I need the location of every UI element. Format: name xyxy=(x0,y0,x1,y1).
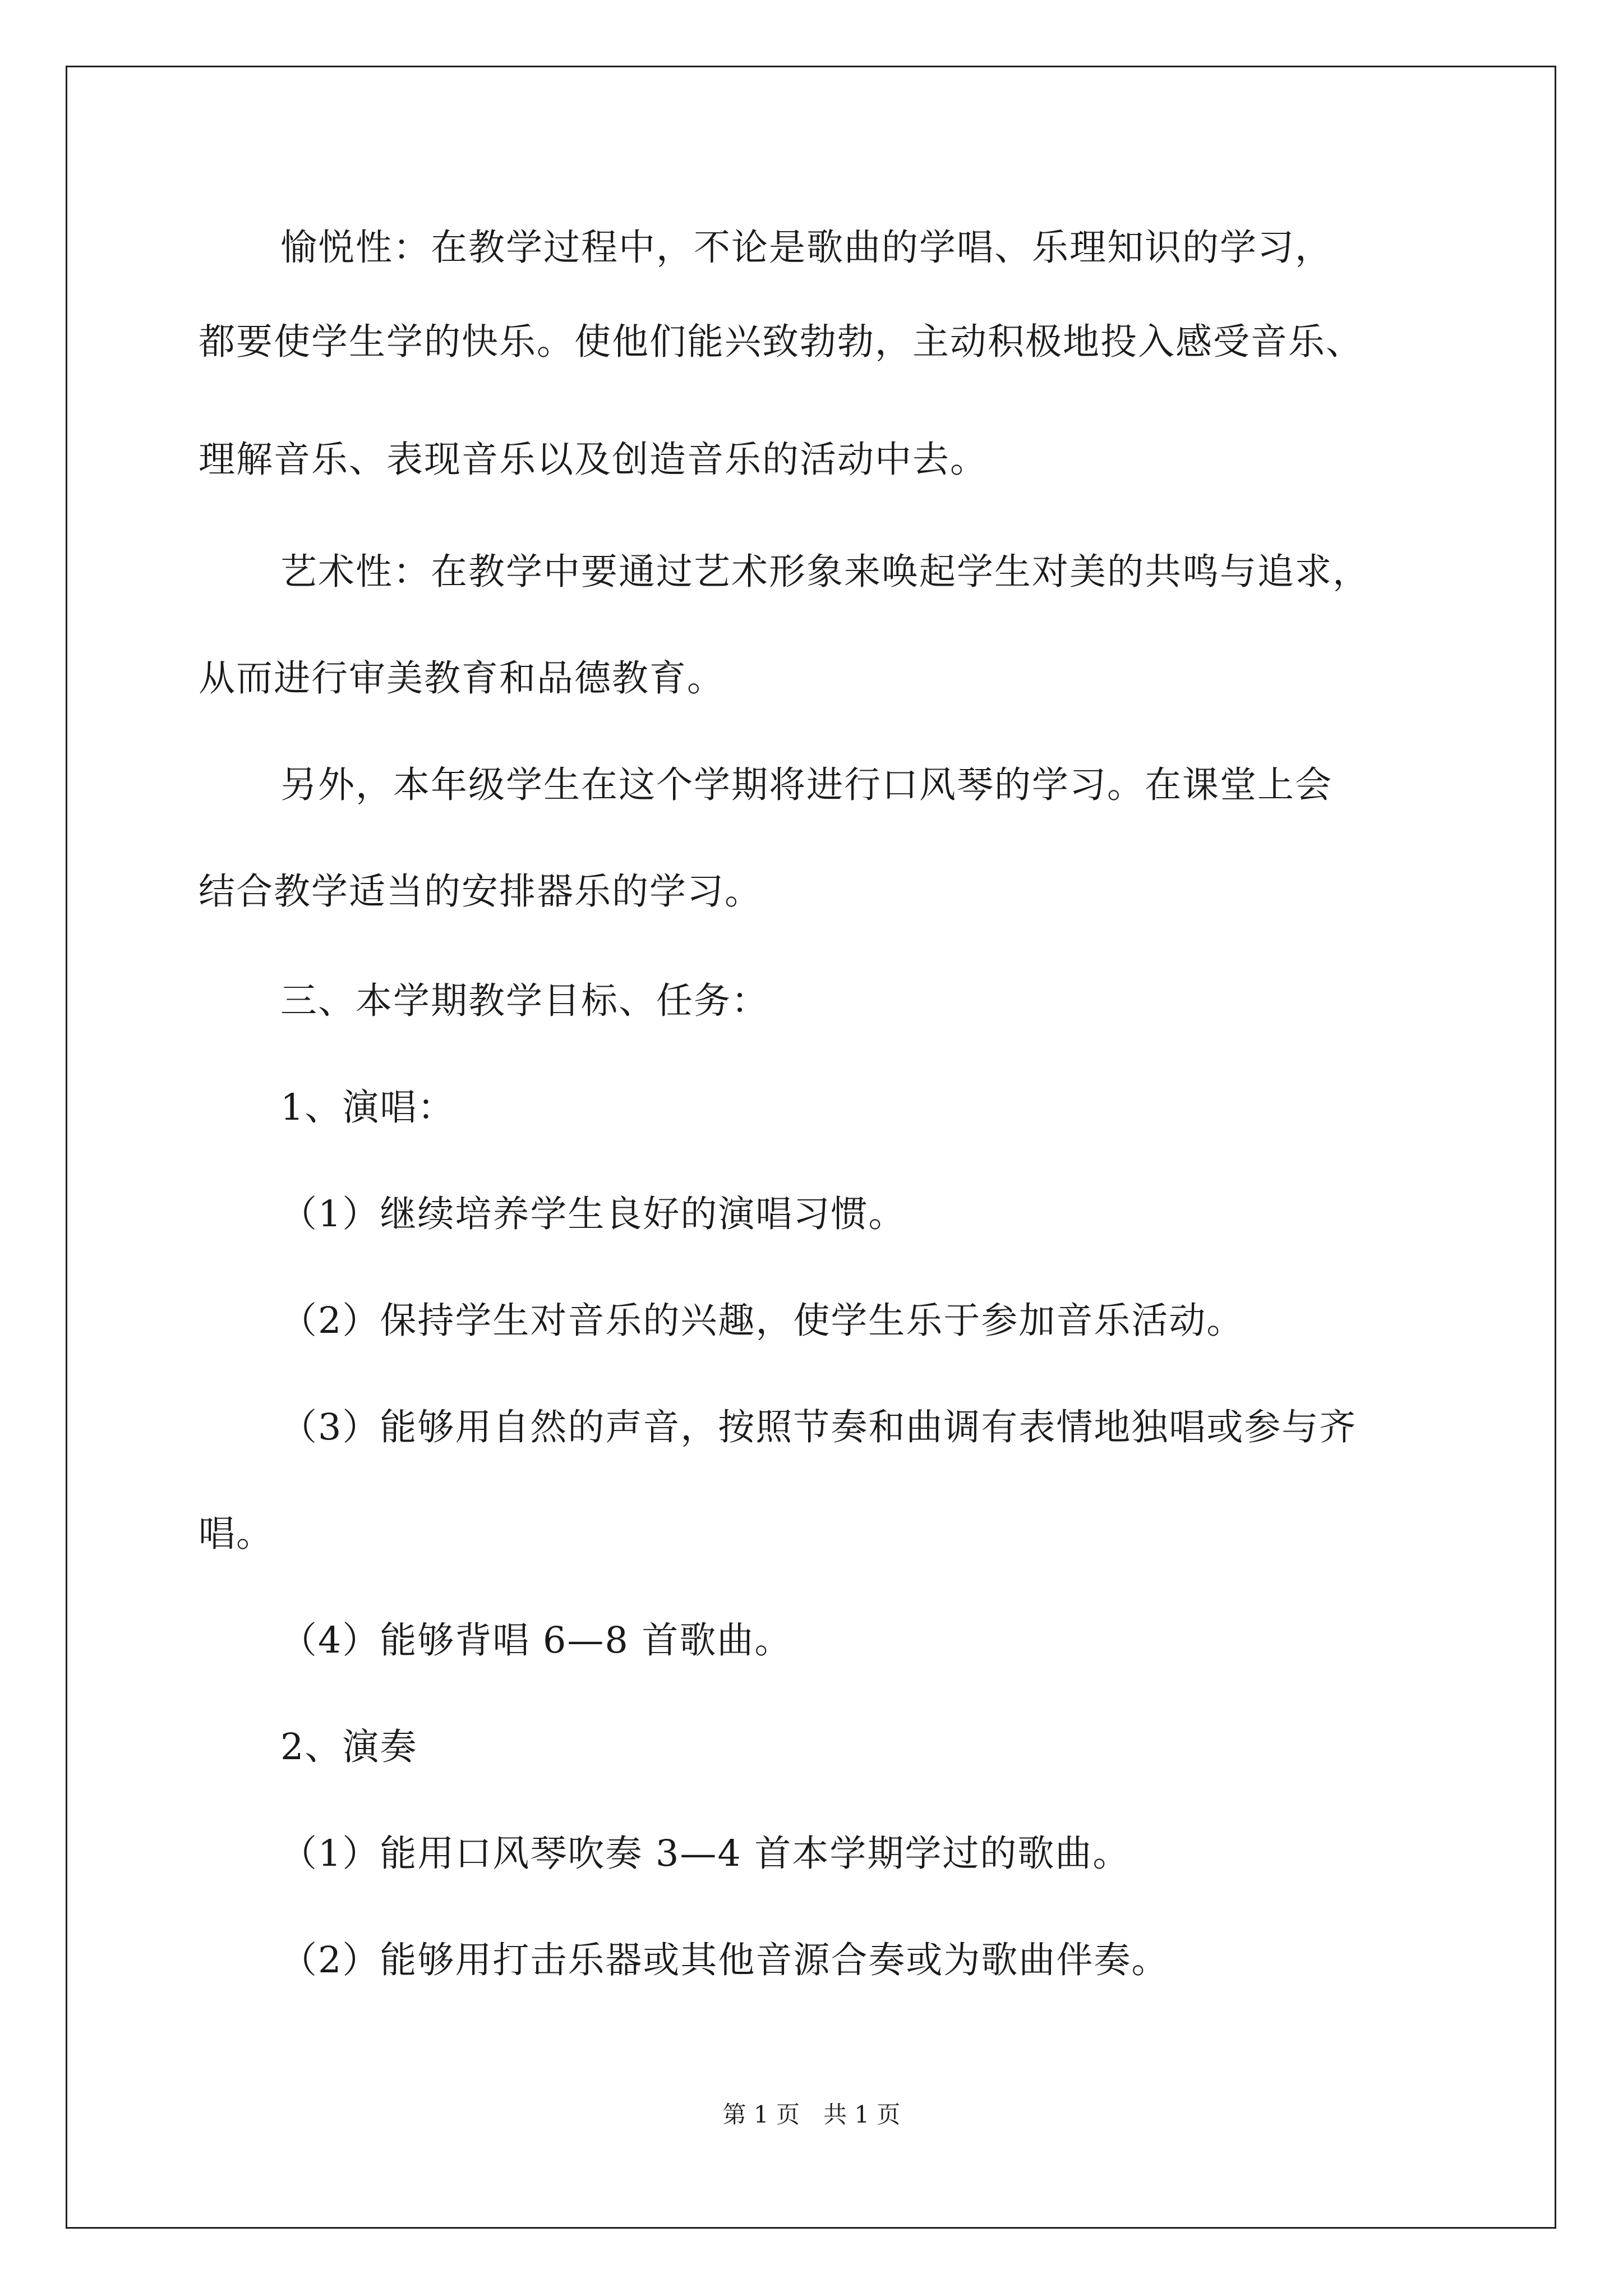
subsection-heading: 1、演唱： xyxy=(280,1087,455,1129)
subsection-heading: 2、演奏 xyxy=(280,1726,418,1768)
section-heading: 三、本学期教学目标、任务： xyxy=(280,980,769,1022)
paragraph-line: 都要使学生学的快乐。使他们能兴致勃勃，主动积极地投入感受音乐、 xyxy=(199,321,1364,363)
list-item: （2）保持学生对音乐的兴趣，使学生乐于参加音乐活动。 xyxy=(280,1300,1244,1342)
paragraph-line: 艺术性：在教学中要通过艺术形象来唤起学生对美的共鸣与追求， xyxy=(280,551,1371,593)
page-border xyxy=(66,66,1556,2229)
paragraph-line: 理解音乐、表现音乐以及创造音乐的活动中去。 xyxy=(199,439,988,481)
paragraph-line: 从而进行审美教育和品德教育。 xyxy=(199,657,725,700)
list-item: （3）能够用自然的声音，按照节奏和曲调有表情地独唱或参与齐 xyxy=(280,1406,1357,1448)
paragraph-line: 另外，本年级学生在这个学期将进行口风琴的学习。在课堂上会 xyxy=(280,764,1333,806)
list-item-continuation: 唱。 xyxy=(199,1513,274,1555)
list-item: （4）能够背唱 6—8 首歌曲。 xyxy=(280,1619,792,1662)
paragraph-line: 愉悦性：在教学过程中，不论是歌曲的学唱、乐理知识的学习， xyxy=(280,227,1333,269)
list-item: （1）能用口风琴吹奏 3—4 首本学期学过的歌曲。 xyxy=(280,1833,1131,1875)
page-footer: 第 1 页 共 1 页 xyxy=(722,2101,901,2128)
paragraph-line: 结合教学适当的安排器乐的学习。 xyxy=(199,871,763,913)
list-item: （2）能够用打击乐器或其他音源合奏或为歌曲伴奏。 xyxy=(280,1939,1169,1981)
list-item: （1）继续培养学生良好的演唱习惯。 xyxy=(280,1193,906,1235)
